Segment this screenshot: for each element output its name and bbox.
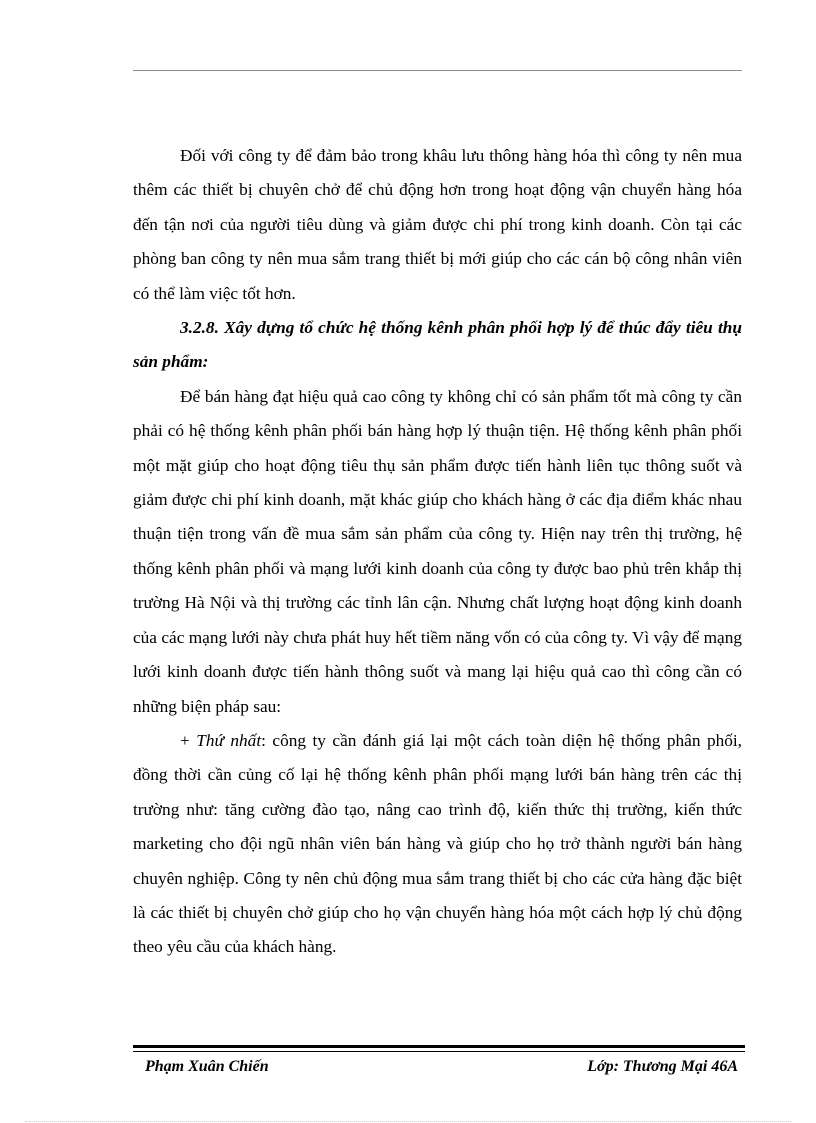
page-edge <box>25 1121 791 1122</box>
page-body <box>133 139 742 965</box>
list-marker: + <box>180 730 197 750</box>
paragraph-equipment: Đối với công ty để đảm bảo trong khâu lưu thông hàng hóa thì công ty nên mua thêm các thiết bị chuyên chở để chủ động hơn trong hoạt động vận chuyển hàng hóa đến tận nơi của người tiêu dùng và giảm được chi phí trong kinh doanh. Còn tại các phòng ban công ty nên mua sắm trang thiết bị mới giúp cho các cán bộ công nhân viên có thể làm việc tốt hơn. <box>133 146 742 303</box>
header-rule <box>133 70 742 71</box>
footer-author: Phạm Xuân Chiến <box>145 1058 269 1075</box>
footer-rule-thin <box>133 1051 745 1052</box>
section-heading: 3.2.8. Xây dựng tổ chức hệ thống kênh phân phối hợp lý để thúc đẩy tiêu thụ sản phẩm: <box>133 318 742 372</box>
paragraph-distribution: Để bán hàng đạt hiệu quả cao công ty không chỉ có sản phẩm tốt mà công ty cần phải có hệ thống kênh phân phối bán hàng hợp lý thuận tiện. Hệ thống kênh phân phối một mặt giúp cho hoạt động tiêu thụ sản phẩm được tiến hành liên tục thông suốt và giảm được chi phí kinh doanh, mặt khác giúp cho khách hàng ở các địa điểm khác nhau thuận tiện trong vấn đề mua sắm sản phẩm của công ty. Hiện nay trên thị trường, hệ thống kênh phân phối và mạng lưới kinh doanh của công ty được bao phủ trên khắp thị trường Hà Nội và thị trường các tỉnh lân cận. Nhưng chất lượng hoạt động kinh doanh của các mạng lưới này chưa phát huy hết tiềm năng vốn có của công ty. Vì vậy để mạng lưới kinh doanh được tiến hành thông suốt và mang lại hiệu quả cao thì công cần có những biện pháp sau: <box>133 386 742 716</box>
footer-rule-thick <box>133 1045 745 1048</box>
footer-class: Lớp: Thương Mại 46A <box>587 1058 738 1075</box>
first-measure-text: : công ty cần đánh giá lại một cách toàn diện hệ thống phân phối, đồng thời cần củng cố lại hệ thống kênh phân phối mạng lưới bán hàng trên các thị trường như: tăng cường đào tạo, nâng cao trình độ, kiến thức thị trường, kiến thức marketing cho đội ngũ nhân viên bán hàng và giúp cho họ trở thành người bán hàng chuyên nghiệp. Công ty nên chủ động mua sắm trang thiết bị cho các cửa hàng đặc biệt là các thiết bị chuyên chở giúp cho họ vận chuyển hàng hóa một cách hợp lý chủ động theo yêu cầu của khách hàng. <box>133 730 742 957</box>
first-measure-label: Thứ nhất <box>196 730 262 750</box>
paragraph-first-measure <box>133 724 742 965</box>
